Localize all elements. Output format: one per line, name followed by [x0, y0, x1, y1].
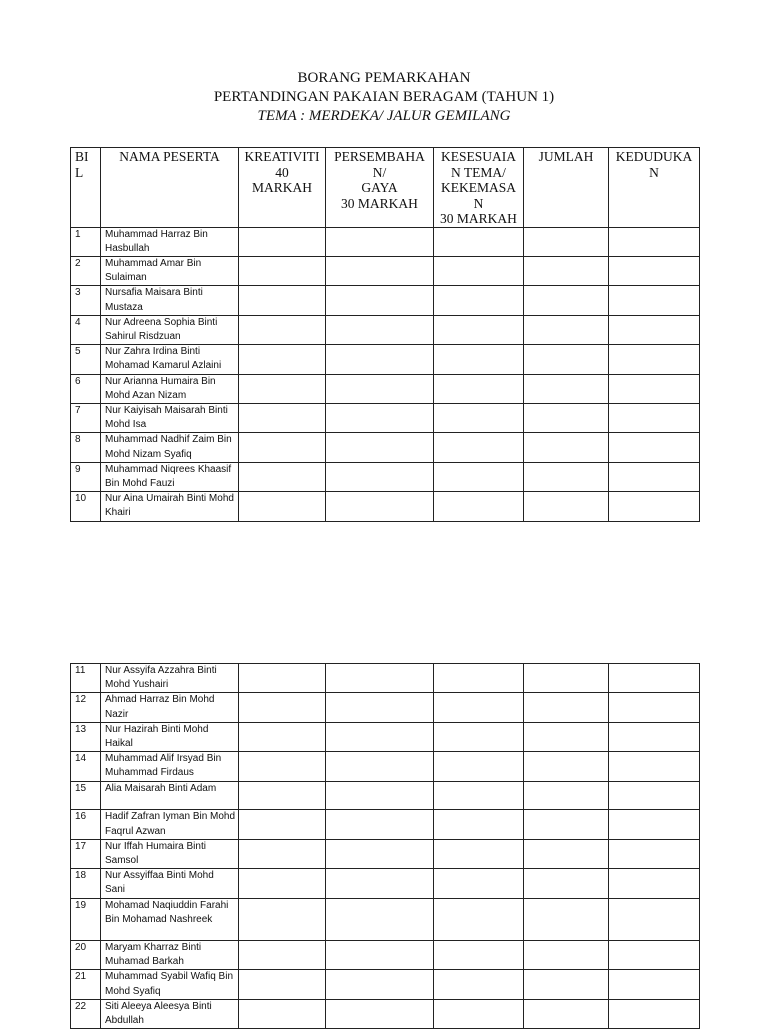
participant-name: Nur Kaiyisah Maisarah Binti Mohd Isa: [101, 403, 239, 432]
row-number: 7: [71, 403, 101, 432]
participant-row: [71, 941, 700, 970]
jumlah-cell[interactable]: [524, 869, 609, 898]
participant-name: Nur Hazirah Binti Mohd Haikal: [101, 722, 239, 751]
participant-name: Nur Aina Umairah Binti Mohd Khairi: [101, 492, 239, 521]
persembahan-score-cell[interactable]: [326, 664, 434, 693]
row-number: 10: [71, 492, 101, 521]
participant-row: [71, 898, 700, 941]
kesesuaian-score-cell[interactable]: [434, 403, 524, 432]
participant-name: Muhammad Harraz Bin Hasbullah: [101, 227, 239, 256]
persembahan-score-cell[interactable]: [326, 256, 434, 285]
persembahan-score-cell[interactable]: [326, 345, 434, 374]
kreativiti-score-cell[interactable]: [239, 810, 326, 839]
jumlah-cell[interactable]: [524, 722, 609, 751]
kedudukan-cell[interactable]: [609, 970, 700, 999]
persembahan-score-cell[interactable]: [326, 781, 434, 810]
header-persembahan: PERSEMBAHA N/ GAYA 30 MARKAH: [326, 148, 434, 228]
jumlah-cell[interactable]: [524, 374, 609, 403]
persembahan-score-cell[interactable]: [326, 403, 434, 432]
kreativiti-score-cell[interactable]: [239, 462, 326, 491]
kreativiti-score-cell[interactable]: [239, 898, 326, 941]
jumlah-cell[interactable]: [524, 403, 609, 432]
kreativiti-score-cell[interactable]: [239, 839, 326, 868]
row-number: 6: [71, 374, 101, 403]
participant-row: [71, 433, 700, 462]
kreativiti-score-cell[interactable]: [239, 256, 326, 285]
jumlah-cell[interactable]: [524, 781, 609, 810]
kesesuaian-score-cell[interactable]: [434, 462, 524, 491]
row-number: 5: [71, 345, 101, 374]
kedudukan-cell[interactable]: [609, 462, 700, 491]
participant-row: [71, 374, 700, 403]
persembahan-score-cell[interactable]: [326, 374, 434, 403]
kreativiti-score-cell[interactable]: [239, 869, 326, 898]
participant-name: Siti Aleeya Aleesya Binti Abdullah: [101, 999, 239, 1028]
row-number: 2: [71, 256, 101, 285]
row-number: 12: [71, 693, 101, 722]
jumlah-cell[interactable]: [524, 462, 609, 491]
participant-row: [71, 839, 700, 868]
kedudukan-cell[interactable]: [609, 898, 700, 941]
kesesuaian-score-cell[interactable]: [434, 693, 524, 722]
kesesuaian-score-cell[interactable]: [434, 752, 524, 781]
kreativiti-score-cell[interactable]: [239, 492, 326, 521]
kreativiti-score-cell[interactable]: [239, 374, 326, 403]
header-jumlah: JUMLAH: [524, 148, 609, 228]
participant-row: [71, 752, 700, 781]
kedudukan-cell[interactable]: [609, 403, 700, 432]
participant-name: Nursafia Maisara Binti Mustaza: [101, 286, 239, 315]
kesesuaian-score-cell[interactable]: [434, 227, 524, 256]
kedudukan-cell[interactable]: [609, 839, 700, 868]
kesesuaian-score-cell[interactable]: [434, 374, 524, 403]
participant-name: Nur Assyiffaa Binti Mohd Sani: [101, 869, 239, 898]
row-number: 9: [71, 462, 101, 491]
row-number: 13: [71, 722, 101, 751]
kedudukan-cell[interactable]: [609, 664, 700, 693]
jumlah-cell[interactable]: [524, 345, 609, 374]
header-kreativiti: KREATIVITI 40 MARKAH: [239, 148, 326, 228]
persembahan-score-cell[interactable]: [326, 227, 434, 256]
participant-row: [71, 403, 700, 432]
persembahan-score-cell[interactable]: [326, 999, 434, 1028]
kesesuaian-score-cell[interactable]: [434, 941, 524, 970]
row-number: 15: [71, 781, 101, 810]
persembahan-score-cell[interactable]: [326, 315, 434, 344]
jumlah-cell[interactable]: [524, 227, 609, 256]
kesesuaian-score-cell[interactable]: [434, 781, 524, 810]
kesesuaian-score-cell[interactable]: [434, 898, 524, 941]
persembahan-score-cell[interactable]: [326, 898, 434, 941]
kedudukan-cell[interactable]: [609, 345, 700, 374]
kesesuaian-score-cell[interactable]: [434, 722, 524, 751]
participant-row: [71, 722, 700, 751]
jumlah-cell[interactable]: [524, 256, 609, 285]
persembahan-score-cell[interactable]: [326, 970, 434, 999]
persembahan-score-cell[interactable]: [326, 693, 434, 722]
persembahan-score-cell[interactable]: [326, 492, 434, 521]
persembahan-score-cell[interactable]: [326, 462, 434, 491]
kreativiti-score-cell[interactable]: [239, 722, 326, 751]
kedudukan-cell[interactable]: [609, 492, 700, 521]
kreativiti-score-cell[interactable]: [239, 286, 326, 315]
persembahan-score-cell[interactable]: [326, 752, 434, 781]
row-number: 16: [71, 810, 101, 839]
jumlah-cell[interactable]: [524, 839, 609, 868]
kedudukan-cell[interactable]: [609, 693, 700, 722]
participant-row: [71, 869, 700, 898]
jumlah-cell[interactable]: [524, 970, 609, 999]
kreativiti-score-cell[interactable]: [239, 752, 326, 781]
participant-row: [71, 315, 700, 344]
persembahan-score-cell[interactable]: [326, 286, 434, 315]
participant-name: Nur Assyifa Azzahra Binti Mohd Yushairi: [101, 664, 239, 693]
participant-name: Muhammad Alif Irsyad Bin Muhammad Firdaus: [101, 752, 239, 781]
jumlah-cell[interactable]: [524, 286, 609, 315]
row-number: 14: [71, 752, 101, 781]
participant-name: Nur Zahra Irdina Binti Mohamad Kamarul Azlaini: [101, 345, 239, 374]
row-number: 8: [71, 433, 101, 462]
persembahan-score-cell[interactable]: [326, 810, 434, 839]
header-nama-peserta: NAMA PESERTA: [101, 148, 239, 228]
kedudukan-cell[interactable]: [609, 781, 700, 810]
kedudukan-cell[interactable]: [609, 256, 700, 285]
participant-row: [71, 256, 700, 285]
marking-table-1: [70, 147, 700, 522]
participant-row: [71, 999, 700, 1028]
kreativiti-score-cell[interactable]: [239, 970, 326, 999]
kreativiti-score-cell[interactable]: [239, 403, 326, 432]
kesesuaian-score-cell[interactable]: [434, 286, 524, 315]
kesesuaian-score-cell[interactable]: [434, 256, 524, 285]
kedudukan-cell[interactable]: [609, 315, 700, 344]
kedudukan-cell[interactable]: [609, 941, 700, 970]
kesesuaian-score-cell[interactable]: [434, 810, 524, 839]
persembahan-score-cell[interactable]: [326, 869, 434, 898]
kesesuaian-score-cell[interactable]: [434, 970, 524, 999]
persembahan-score-cell[interactable]: [326, 433, 434, 462]
kreativiti-score-cell[interactable]: [239, 664, 326, 693]
participant-row: [71, 810, 700, 839]
row-number: 17: [71, 839, 101, 868]
jumlah-cell[interactable]: [524, 315, 609, 344]
kedudukan-cell[interactable]: [609, 810, 700, 839]
kesesuaian-score-cell[interactable]: [434, 999, 524, 1028]
jumlah-cell[interactable]: [524, 664, 609, 693]
jumlah-cell[interactable]: [524, 492, 609, 521]
header-bil: BI L: [71, 148, 101, 228]
kreativiti-score-cell[interactable]: [239, 345, 326, 374]
header-row: [71, 148, 700, 228]
kesesuaian-score-cell[interactable]: [434, 315, 524, 344]
row-number: 20: [71, 941, 101, 970]
kreativiti-score-cell[interactable]: [239, 693, 326, 722]
row-number: 4: [71, 315, 101, 344]
kedudukan-cell[interactable]: [609, 433, 700, 462]
persembahan-score-cell[interactable]: [326, 722, 434, 751]
participant-name: Ahmad Harraz Bin Mohd Nazir: [101, 693, 239, 722]
kedudukan-cell[interactable]: [609, 286, 700, 315]
kesesuaian-score-cell[interactable]: [434, 433, 524, 462]
participant-row: [71, 462, 700, 491]
row-number: 11: [71, 664, 101, 693]
row-number: 3: [71, 286, 101, 315]
kreativiti-score-cell[interactable]: [239, 433, 326, 462]
participant-row: [71, 664, 700, 693]
participant-name: Maryam Kharraz Binti Muhamad Barkah: [101, 941, 239, 970]
row-number: 19: [71, 898, 101, 941]
jumlah-cell[interactable]: [524, 693, 609, 722]
participant-row: [71, 227, 700, 256]
kreativiti-score-cell[interactable]: [239, 315, 326, 344]
header-kedudukan: KEDUDUKA N: [609, 148, 700, 228]
participant-row: [71, 781, 700, 810]
kreativiti-score-cell[interactable]: [239, 227, 326, 256]
kesesuaian-score-cell[interactable]: [434, 345, 524, 374]
title-line-1: BORANG PEMARKAHAN: [297, 70, 471, 86]
kreativiti-score-cell[interactable]: [239, 781, 326, 810]
kesesuaian-score-cell[interactable]: [434, 664, 524, 693]
jumlah-cell[interactable]: [524, 810, 609, 839]
participant-name: Nur Adreena Sophia Binti Sahirul Risdzuan: [101, 315, 239, 344]
participant-row: [71, 286, 700, 315]
participant-name: Muhammad Amar Bin Sulaiman: [101, 256, 239, 285]
form-title: [0, 69, 768, 126]
title-line-2: PERTANDINGAN PAKAIAN BERAGAM (TAHUN 1): [213, 89, 555, 105]
kedudukan-cell[interactable]: [609, 722, 700, 751]
participant-row: [71, 970, 700, 999]
kesesuaian-score-cell[interactable]: [434, 492, 524, 521]
participant-name: Mohamad Naqiuddin Farahi Bin Mohamad Nashreek: [101, 898, 239, 941]
jumlah-cell[interactable]: [524, 752, 609, 781]
participant-name: Hadif Zafran Iyman Bin Mohd Faqrul Azwan: [101, 810, 239, 839]
participant-row: [71, 693, 700, 722]
jumlah-cell[interactable]: [524, 999, 609, 1028]
row-number: 22: [71, 999, 101, 1028]
kedudukan-cell[interactable]: [609, 999, 700, 1028]
theme-line: TEMA : MERDEKA/ JALUR GEMILANG: [257, 108, 511, 124]
row-number: 18: [71, 869, 101, 898]
kreativiti-score-cell[interactable]: [239, 999, 326, 1028]
kedudukan-cell[interactable]: [609, 374, 700, 403]
participant-row: [71, 345, 700, 374]
persembahan-score-cell[interactable]: [326, 839, 434, 868]
participant-name: Nur Arianna Humaira Bin Mohd Azan Nizam: [101, 374, 239, 403]
kedudukan-cell[interactable]: [609, 869, 700, 898]
participant-name: Nur Iffah Humaira Binti Samsol: [101, 839, 239, 868]
participant-name: Alia Maisarah Binti Adam: [101, 781, 239, 810]
participant-name: Muhammad Nadhif Zaim Bin Mohd Nizam Syafiq: [101, 433, 239, 462]
kedudukan-cell[interactable]: [609, 227, 700, 256]
marking-table-2: [70, 663, 700, 1029]
kesesuaian-score-cell[interactable]: [434, 839, 524, 868]
participant-name: Muhammad Niqrees Khaasif Bin Mohd Fauzi: [101, 462, 239, 491]
jumlah-cell[interactable]: [524, 941, 609, 970]
row-number: 21: [71, 970, 101, 999]
kedudukan-cell[interactable]: [609, 752, 700, 781]
participant-row: [71, 492, 700, 521]
jumlah-cell[interactable]: [524, 433, 609, 462]
kesesuaian-score-cell[interactable]: [434, 869, 524, 898]
row-number: 1: [71, 227, 101, 256]
persembahan-score-cell[interactable]: [326, 941, 434, 970]
kreativiti-score-cell[interactable]: [239, 941, 326, 970]
header-kesesuaian: KESESUAIA N TEMA/ KEKEMASA N 30 MARKAH: [434, 148, 524, 228]
jumlah-cell[interactable]: [524, 898, 609, 941]
participant-name: Muhammad Syabil Wafiq Bin Mohd Syafiq: [101, 970, 239, 999]
